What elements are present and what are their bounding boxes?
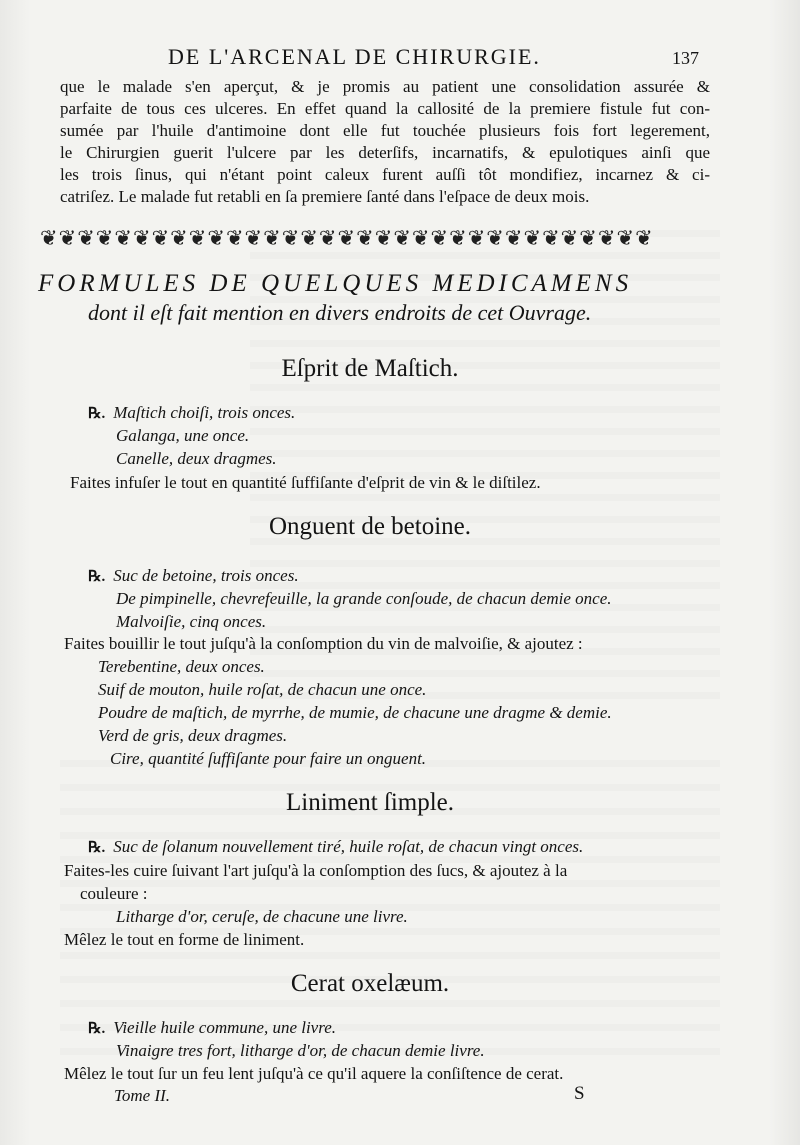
- recipe-addition: Cire, quantité ſuffiſante pour faire un onguent.: [110, 749, 427, 768]
- recipe-closing: Mêlez le tout en forme de liniment.: [64, 930, 305, 949]
- paragraph-line: le Chirurgien guerit l'ulcere par les deterſifs, incarnatifs, & epulotiques ainſi que: [60, 143, 710, 162]
- running-header: [0, 44, 800, 74]
- recipe-symbol: ℞.: [88, 1021, 106, 1037]
- recipe-ingredient: De pimpinelle, chevrefeuille, la grande conſoude, de chacun demie once.: [116, 589, 612, 608]
- recipe-closing: Mêlez le tout ſur un feu lent juſqu'à ce qu'il aquere la conſiſtence de cerat.: [64, 1064, 564, 1083]
- recipe-title: Onguent de betoine.: [268, 513, 472, 540]
- ingredient-text: Vieille huile commune, une livre.: [113, 1018, 337, 1037]
- recipe-symbol: ℞.: [88, 569, 106, 585]
- recipe-ingredient: Galanga, une once.: [116, 426, 250, 445]
- ingredient-text: Maſtich choiſi, trois onces.: [113, 403, 296, 422]
- ingredient-text: Suc de betoine, trois onces.: [113, 566, 299, 585]
- recipe-instruction: couleure :: [80, 884, 148, 903]
- recipe-title: Eſprit de Maſtich.: [281, 355, 459, 382]
- page-number: 137: [672, 48, 699, 68]
- recipe-addition: Verd de gris, deux dragmes.: [98, 726, 288, 745]
- ingredient-text: Suc de ſolanum nouvellement tiré, huile roſat, de chacun vingt onces.: [113, 837, 584, 856]
- recipe-ingredient: [88, 1017, 336, 1040]
- recipe-title: Cerat oxelæum.: [290, 970, 450, 997]
- paragraph-line: les trois ſinus, qui n'étant point caleux furent auſſi tôt mondifiez, incarnez & ci-: [60, 165, 710, 184]
- recipe-addition: Litharge d'or, ceruſe, de chacune une livre.: [116, 907, 408, 926]
- recipe-addition: Suif de mouton, huile roſat, de chacun une once.: [98, 680, 427, 699]
- volume-mark: Tome II.: [114, 1086, 171, 1105]
- recipe-addition: Terebentine, deux onces.: [98, 657, 265, 676]
- formulas-subtitle: dont il eſt fait mention en divers endroits de cet Ouvrage.: [88, 300, 592, 325]
- recipe-instruction: Faites-les cuire ſuivant l'art juſqu'à la conſomption des ſucs, & ajoutez à la: [64, 861, 568, 880]
- recipe-symbol: ℞.: [88, 406, 106, 422]
- recipe-ingredient: [88, 565, 299, 588]
- recipe-ingredient: [88, 402, 295, 425]
- recipe-ingredient: Vinaigre tres fort, litharge d'or, de chacun demie livre.: [116, 1041, 485, 1060]
- running-title: DE L'ARCENAL DE CHIRURGIE.: [168, 44, 541, 69]
- recipe-instruction: Faites infuſer le tout en quantité ſuffiſante d'eſprit de vin & le diſtilez.: [70, 473, 541, 492]
- paragraph-line: sumée par l'huile d'antimoine dont elle fut touchée plusieurs fois fort legerement,: [60, 121, 710, 140]
- ornamental-band: ❦❦❦❦❦❦❦❦❦❦❦❦❦❦❦❦❦❦❦❦❦❦❦❦❦❦❦❦❦❦❦❦❦: [40, 226, 654, 250]
- paragraph-line: que le malade s'en aperçut, & je promis au patient une consolidation assurée &: [60, 77, 710, 96]
- recipe-ingredient: Canelle, deux dragmes.: [116, 449, 277, 468]
- recipe-ingredient: Malvoiſie, cinq onces.: [116, 612, 267, 631]
- signature-mark: S: [574, 1083, 585, 1104]
- paragraph-line: catriſez. Le malade fut retabli en ſa premiere ſanté dans l'eſpace de deux mois.: [60, 187, 590, 206]
- formulas-heading: FORMULES DE QUELQUES MEDICAMENS: [38, 270, 633, 297]
- recipe-instruction: Faites bouillir le tout juſqu'à la conſomption du vin de malvoiſie, & ajoutez :: [64, 634, 583, 653]
- paragraph-line: parfaite de tous ces ulceres. En effet quand la callosité de la premiere fistule fut con-: [60, 99, 710, 118]
- opening-paragraph: [60, 76, 710, 216]
- recipe-symbol: ℞.: [88, 840, 106, 856]
- recipe-ingredient: [88, 836, 583, 859]
- recipe-addition: Poudre de maſtich, de myrrhe, de mumie, de chacune une dragme & demie.: [98, 703, 612, 722]
- recipe-title: Liniment ſimple.: [285, 789, 455, 816]
